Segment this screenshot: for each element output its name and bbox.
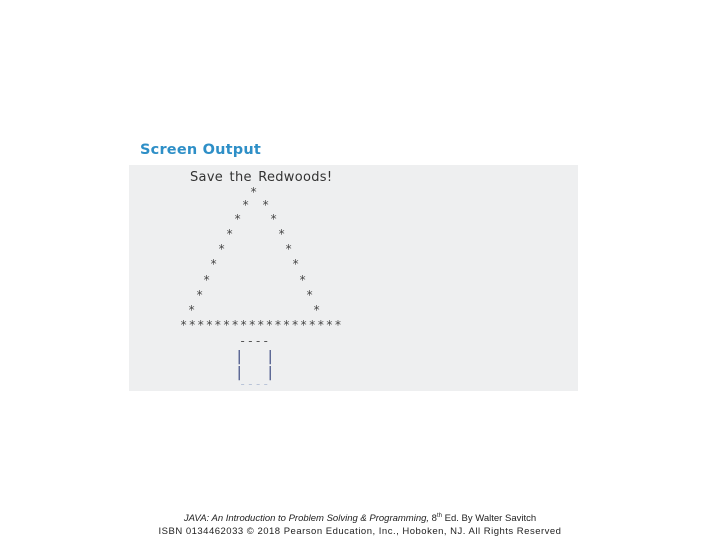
footer-edition-number: 8 <box>431 513 437 524</box>
trunk-right-side: | <box>266 349 275 365</box>
tree-right-star: * <box>285 242 293 256</box>
tree-left-star: * <box>242 198 250 212</box>
slide-heading: Screen Output <box>140 142 262 158</box>
tree-right-star: * <box>299 273 307 287</box>
footer-book-title: JAVA: An Introduction to Problem Solving & Programming, <box>183 513 430 524</box>
tree-left-star: * <box>203 273 211 287</box>
footer-edition-rest: Ed. By Walter Savitch <box>444 513 537 524</box>
tree-left-star: * <box>218 242 226 256</box>
footer-isbn-line: ISBN 0134462033 © 2018 Pearson Education, Inc., Hoboken, NJ. All Rights Reserved <box>158 526 562 537</box>
tree-left-star: * <box>196 288 204 302</box>
tree-right-star: * <box>292 257 300 271</box>
tree-left-star: * <box>234 212 242 226</box>
tree-right-star: * <box>270 212 278 226</box>
footer-book-line <box>0 513 720 524</box>
footer-edition-suffix: th <box>436 513 442 519</box>
trunk-left-side: | <box>235 365 244 381</box>
tree-base-line: ******************* <box>180 318 343 332</box>
screen-output-panel <box>129 165 578 391</box>
tree-right-star: * <box>278 227 286 241</box>
tree-left-star: * <box>210 257 218 271</box>
console-title-line: Save the Redwoods! <box>190 170 333 185</box>
tree-right-star: * <box>313 303 321 317</box>
tree-left-star: * <box>188 303 196 317</box>
tree-apex-star: * <box>250 185 258 199</box>
tree-left-star: * <box>226 227 234 241</box>
trunk-bottom-line: ---- <box>239 377 270 391</box>
tree-right-star: * <box>262 198 270 212</box>
tree-right-star: * <box>306 288 314 302</box>
trunk-left-side: | <box>235 349 244 365</box>
trunk-top-line: ---- <box>239 334 270 348</box>
trunk-right-side: | <box>266 365 275 381</box>
